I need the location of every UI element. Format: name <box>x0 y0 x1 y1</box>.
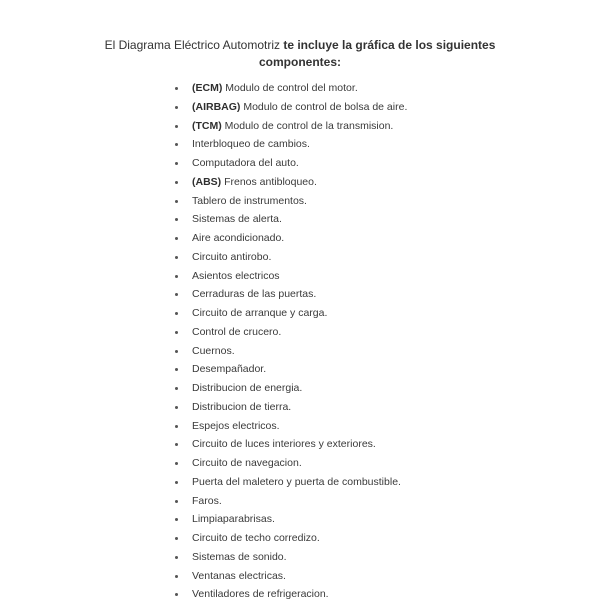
item-text: Asientos electricos <box>192 269 280 282</box>
item-text: Faros. <box>192 494 222 507</box>
list-item <box>175 173 407 192</box>
bullet-icon <box>175 87 178 90</box>
component-list <box>175 79 407 600</box>
list-item <box>175 285 407 304</box>
item-text: Modulo de control de bolsa de aire. <box>240 100 408 113</box>
bullet-icon <box>175 537 178 540</box>
list-item <box>175 154 407 173</box>
item-text: Distribucion de energia. <box>192 382 303 394</box>
item-text: Circuito de luces interiores y exteriores. <box>192 438 376 451</box>
bullet-icon <box>175 575 178 578</box>
bullet-icon <box>175 237 178 240</box>
bullet-icon <box>175 350 178 353</box>
list-item <box>175 473 407 492</box>
item-abbreviation: (ABS) <box>192 175 222 188</box>
list-item <box>175 98 407 117</box>
list-item <box>175 398 407 417</box>
list-item <box>175 210 407 229</box>
bullet-icon <box>175 331 178 334</box>
heading-bold-line2: componentes: <box>258 55 341 69</box>
bullet-icon <box>175 312 178 315</box>
list-item <box>175 267 407 286</box>
bullet-icon <box>175 256 178 259</box>
list-item <box>175 417 407 436</box>
item-text: Sistemas de sonido. <box>192 550 287 563</box>
item-text: Modulo de control del motor. <box>222 82 358 94</box>
list-item <box>175 492 407 511</box>
list-item <box>175 585 407 600</box>
item-text: Circuito de arranque y carga. <box>192 307 328 319</box>
item-text: Control de crucero. <box>192 325 282 338</box>
item-text: Tablero de instrumentos. <box>192 194 307 207</box>
list-item <box>175 135 407 154</box>
item-abbreviation: (TCM) <box>192 119 222 132</box>
list-item <box>175 323 407 342</box>
list-item <box>175 360 407 379</box>
item-text: Frenos antibloqueo. <box>221 175 317 188</box>
item-text: Computadora del auto. <box>192 157 299 169</box>
list-item <box>175 229 407 248</box>
bullet-icon <box>175 500 178 503</box>
bullet-icon <box>175 162 178 165</box>
bullet-icon <box>175 481 178 484</box>
item-text: Ventiladores de refrigeracion. <box>192 588 329 600</box>
heading-intro: El Diagrama Eléctrico Automotriz <box>104 38 284 52</box>
page-heading <box>0 37 600 71</box>
bullet-icon <box>175 143 178 146</box>
item-text: Espejos electricos. <box>192 419 280 432</box>
list-item <box>175 510 407 529</box>
bullet-icon <box>175 387 178 390</box>
bullet-icon <box>175 368 178 371</box>
list-item <box>175 117 407 136</box>
list-item <box>175 379 407 398</box>
item-text: Limpiaparabrisas. <box>192 513 275 526</box>
list-item <box>175 192 407 211</box>
bullet-icon <box>175 593 178 596</box>
item-text: Cuernos. <box>192 344 235 357</box>
bullet-icon <box>175 200 178 203</box>
item-text: Cerraduras de las puertas. <box>192 288 317 301</box>
item-text: Puerta del maletero y puerta de combustible. <box>192 475 401 488</box>
bullet-icon <box>175 125 178 128</box>
item-text: Interbloqueo de cambios. <box>192 138 310 151</box>
heading-bold-line1: te incluye la gráfica de los siguientes <box>283 38 496 52</box>
item-text: Circuito antirobo. <box>192 250 272 263</box>
item-text: Circuito de techo corredizo. <box>192 532 320 544</box>
list-item <box>175 342 407 361</box>
bullet-icon <box>175 275 178 278</box>
list-item <box>175 248 407 267</box>
item-text: Sistemas de alerta. <box>192 213 282 226</box>
bullet-icon <box>175 106 178 109</box>
item-text: Ventanas electricas. <box>192 569 286 582</box>
item-text: Distribucion de tierra. <box>192 400 292 413</box>
bullet-icon <box>175 425 178 428</box>
list-item <box>175 529 407 548</box>
item-text: Modulo de control de la transmision. <box>221 119 394 132</box>
bullet-icon <box>175 443 178 446</box>
bullet-icon <box>175 406 178 409</box>
item-abbreviation: (ECM) <box>192 82 223 94</box>
list-item <box>175 454 407 473</box>
list-item <box>175 548 407 567</box>
bullet-icon <box>175 218 178 221</box>
bullet-icon <box>175 556 178 559</box>
list-item <box>175 79 407 98</box>
bullet-icon <box>175 293 178 296</box>
bullet-icon <box>175 462 178 465</box>
item-text: Aire acondicionado. <box>192 232 285 244</box>
item-text: Circuito de navegacion. <box>192 457 302 469</box>
item-text: Desempañador. <box>192 363 267 376</box>
bullet-icon <box>175 181 178 184</box>
list-item <box>175 567 407 586</box>
item-abbreviation: (AIRBAG) <box>192 100 241 113</box>
list-item <box>175 304 407 323</box>
bullet-icon <box>175 518 178 521</box>
list-item <box>175 435 407 454</box>
